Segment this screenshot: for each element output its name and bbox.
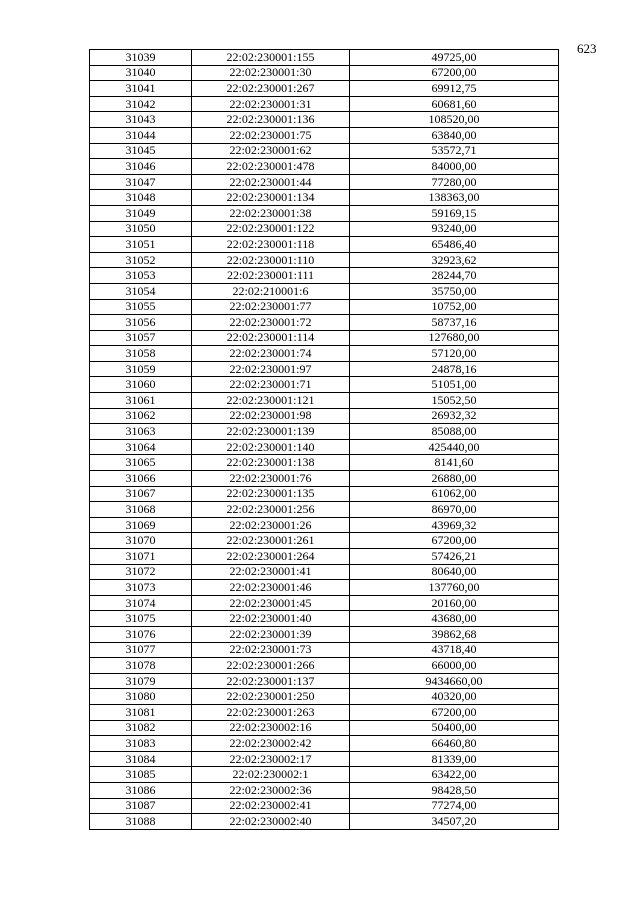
row-number-cell: 31087 [90, 798, 192, 814]
table-row [90, 720, 559, 736]
row-number-cell: 31074 [90, 595, 192, 611]
row-number-cell: 31084 [90, 751, 192, 767]
cadastral-number-cell: 22:02:230001:45 [192, 595, 350, 611]
value-cell: 66460,80 [350, 736, 559, 752]
table-row [90, 50, 559, 66]
value-cell: 39862,68 [350, 626, 559, 642]
cadastral-number-cell: 22:02:230001:256 [192, 502, 350, 518]
table-row [90, 159, 559, 175]
cadastral-number-cell: 22:02:230001:261 [192, 533, 350, 549]
row-number-cell: 31055 [90, 299, 192, 315]
cadastral-number-cell: 22:02:210001:6 [192, 283, 350, 299]
row-number-cell: 31066 [90, 471, 192, 487]
table-row [90, 736, 559, 752]
value-cell: 43969,32 [350, 517, 559, 533]
cadastral-number-cell: 22:02:230001:41 [192, 564, 350, 580]
row-number-cell: 31070 [90, 533, 192, 549]
cadastral-number-cell: 22:02:230001:39 [192, 626, 350, 642]
cadastral-number-cell: 22:02:230001:138 [192, 455, 350, 471]
row-number-cell: 31056 [90, 315, 192, 331]
table-row [90, 439, 559, 455]
cadastral-number-cell: 22:02:230002:16 [192, 720, 350, 736]
value-cell: 93240,00 [350, 221, 559, 237]
cadastral-number-cell: 22:02:230002:42 [192, 736, 350, 752]
value-cell: 35750,00 [350, 283, 559, 299]
cadastral-number-cell: 22:02:230001:98 [192, 408, 350, 424]
cadastral-number-cell: 22:02:230001:137 [192, 673, 350, 689]
cadastral-number-cell: 22:02:230001:136 [192, 112, 350, 128]
table-row [90, 564, 559, 580]
table-row [90, 81, 559, 97]
table-row [90, 393, 559, 409]
cadastral-number-cell: 22:02:230001:250 [192, 689, 350, 705]
row-number-cell: 31071 [90, 549, 192, 565]
value-cell: 138363,00 [350, 190, 559, 206]
value-cell: 60681,60 [350, 96, 559, 112]
cadastral-number-cell: 22:02:230001:122 [192, 221, 350, 237]
table-row [90, 704, 559, 720]
cadastral-number-cell: 22:02:230002:17 [192, 751, 350, 767]
table-row [90, 330, 559, 346]
table-row [90, 190, 559, 206]
value-cell: 43680,00 [350, 611, 559, 627]
table-row [90, 112, 559, 128]
row-number-cell: 31085 [90, 767, 192, 783]
row-number-cell: 31054 [90, 283, 192, 299]
value-cell: 67200,00 [350, 704, 559, 720]
cadastral-number-cell: 22:02:230001:111 [192, 268, 350, 284]
row-number-cell: 31045 [90, 143, 192, 159]
table-row [90, 455, 559, 471]
cadastral-number-cell: 22:02:230001:72 [192, 315, 350, 331]
cadastral-number-cell: 22:02:230001:30 [192, 65, 350, 81]
cadastral-number-cell: 22:02:230001:26 [192, 517, 350, 533]
row-number-cell: 31040 [90, 65, 192, 81]
cadastral-number-cell: 22:02:230001:77 [192, 299, 350, 315]
row-number-cell: 31051 [90, 237, 192, 253]
row-number-cell: 31063 [90, 424, 192, 440]
table-row [90, 642, 559, 658]
row-number-cell: 31059 [90, 361, 192, 377]
cadastral-number-cell: 22:02:230001:139 [192, 424, 350, 440]
cadastral-number-cell: 22:02:230001:31 [192, 96, 350, 112]
value-cell: 10752,00 [350, 299, 559, 315]
row-number-cell: 31042 [90, 96, 192, 112]
table-row [90, 127, 559, 143]
cadastral-number-cell: 22:02:230001:97 [192, 361, 350, 377]
value-cell: 80640,00 [350, 564, 559, 580]
value-cell: 85088,00 [350, 424, 559, 440]
value-cell: 26880,00 [350, 471, 559, 487]
value-cell: 67200,00 [350, 65, 559, 81]
row-number-cell: 31080 [90, 689, 192, 705]
table-row [90, 517, 559, 533]
table-row [90, 65, 559, 81]
value-cell: 53572,71 [350, 143, 559, 159]
row-number-cell: 31086 [90, 782, 192, 798]
table-row [90, 595, 559, 611]
row-number-cell: 31046 [90, 159, 192, 175]
cadastral-number-cell: 22:02:230001:76 [192, 471, 350, 487]
value-cell: 65486,40 [350, 237, 559, 253]
table-row [90, 611, 559, 627]
value-cell: 8141,60 [350, 455, 559, 471]
cadastral-number-cell: 22:02:230001:46 [192, 580, 350, 596]
value-cell: 137760,00 [350, 580, 559, 596]
row-number-cell: 31044 [90, 127, 192, 143]
row-number-cell: 31075 [90, 611, 192, 627]
value-cell: 57120,00 [350, 346, 559, 362]
table-row [90, 283, 559, 299]
row-number-cell: 31050 [90, 221, 192, 237]
cadastral-number-cell: 22:02:230001:75 [192, 127, 350, 143]
value-cell: 127680,00 [350, 330, 559, 346]
value-cell: 50400,00 [350, 720, 559, 736]
row-number-cell: 31047 [90, 174, 192, 190]
cadastral-number-cell: 22:02:230001:40 [192, 611, 350, 627]
value-cell: 15052,50 [350, 393, 559, 409]
cadastral-number-cell: 22:02:230002:1 [192, 767, 350, 783]
value-cell: 61062,00 [350, 486, 559, 502]
cadastral-number-cell: 22:02:230001:478 [192, 159, 350, 175]
table-row [90, 299, 559, 315]
table-row [90, 751, 559, 767]
value-cell: 66000,00 [350, 658, 559, 674]
value-cell: 40320,00 [350, 689, 559, 705]
row-number-cell: 31065 [90, 455, 192, 471]
value-cell: 26932,32 [350, 408, 559, 424]
value-cell: 77280,00 [350, 174, 559, 190]
value-cell: 81339,00 [350, 751, 559, 767]
value-cell: 49725,00 [350, 50, 559, 66]
table-row [90, 689, 559, 705]
cadastral-number-cell: 22:02:230001:118 [192, 237, 350, 253]
row-number-cell: 31058 [90, 346, 192, 362]
table-row [90, 315, 559, 331]
value-cell: 59169,15 [350, 205, 559, 221]
table-row [90, 252, 559, 268]
value-cell: 108520,00 [350, 112, 559, 128]
row-number-cell: 31081 [90, 704, 192, 720]
value-cell: 43718,40 [350, 642, 559, 658]
cadastral-number-cell: 22:02:230001:267 [192, 81, 350, 97]
value-cell: 84000,00 [350, 159, 559, 175]
cadastral-number-cell: 22:02:230001:114 [192, 330, 350, 346]
table-row [90, 408, 559, 424]
cadastral-number-cell: 22:02:230001:263 [192, 704, 350, 720]
row-number-cell: 31069 [90, 517, 192, 533]
value-cell: 20160,00 [350, 595, 559, 611]
value-cell: 77274,00 [350, 798, 559, 814]
cadastral-number-cell: 22:02:230001:38 [192, 205, 350, 221]
value-cell: 57426,21 [350, 549, 559, 565]
table-row [90, 782, 559, 798]
value-cell: 98428,50 [350, 782, 559, 798]
value-cell: 67200,00 [350, 533, 559, 549]
cadastral-number-cell: 22:02:230001:266 [192, 658, 350, 674]
row-number-cell: 31060 [90, 377, 192, 393]
cadastral-number-cell: 22:02:230001:74 [192, 346, 350, 362]
value-cell: 425440,00 [350, 439, 559, 455]
row-number-cell: 31052 [90, 252, 192, 268]
row-number-cell: 31062 [90, 408, 192, 424]
row-number-cell: 31082 [90, 720, 192, 736]
cadastral-number-cell: 22:02:230002:40 [192, 814, 350, 830]
cadastral-number-cell: 22:02:230001:135 [192, 486, 350, 502]
cadastral-number-cell: 22:02:230001:110 [192, 252, 350, 268]
row-number-cell: 31053 [90, 268, 192, 284]
row-number-cell: 31041 [90, 81, 192, 97]
row-number-cell: 31057 [90, 330, 192, 346]
row-number-cell: 31077 [90, 642, 192, 658]
row-number-cell: 31068 [90, 502, 192, 518]
row-number-cell: 31088 [90, 814, 192, 830]
value-cell: 69912,75 [350, 81, 559, 97]
table-row [90, 205, 559, 221]
value-cell: 28244,70 [350, 268, 559, 284]
table-row [90, 143, 559, 159]
table-row [90, 377, 559, 393]
row-number-cell: 31049 [90, 205, 192, 221]
table-row [90, 798, 559, 814]
row-number-cell: 31061 [90, 393, 192, 409]
cadastral-number-cell: 22:02:230001:134 [192, 190, 350, 206]
table-row [90, 626, 559, 642]
value-cell: 58737,16 [350, 315, 559, 331]
registry-table [89, 49, 559, 830]
table-row [90, 486, 559, 502]
value-cell: 51051,00 [350, 377, 559, 393]
table-row [90, 346, 559, 362]
table-row [90, 221, 559, 237]
cadastral-number-cell: 22:02:230001:264 [192, 549, 350, 565]
table-row [90, 502, 559, 518]
value-cell: 63422,00 [350, 767, 559, 783]
cadastral-number-cell: 22:02:230001:155 [192, 50, 350, 66]
value-cell: 63840,00 [350, 127, 559, 143]
value-cell: 86970,00 [350, 502, 559, 518]
row-number-cell: 31072 [90, 564, 192, 580]
table-row [90, 549, 559, 565]
cadastral-number-cell: 22:02:230001:73 [192, 642, 350, 658]
table-row [90, 174, 559, 190]
cadastral-number-cell: 22:02:230001:140 [192, 439, 350, 455]
cadastral-number-cell: 22:02:230001:71 [192, 377, 350, 393]
value-cell: 9434660,00 [350, 673, 559, 689]
row-number-cell: 31048 [90, 190, 192, 206]
row-number-cell: 31073 [90, 580, 192, 596]
table-row [90, 673, 559, 689]
value-cell: 32923,62 [350, 252, 559, 268]
table-row [90, 814, 559, 830]
table-row [90, 533, 559, 549]
table-row [90, 424, 559, 440]
table-row [90, 268, 559, 284]
row-number-cell: 31064 [90, 439, 192, 455]
page-number: 623 [577, 41, 597, 56]
table-row [90, 237, 559, 253]
table-row [90, 361, 559, 377]
cadastral-number-cell: 22:02:230001:44 [192, 174, 350, 190]
row-number-cell: 31039 [90, 50, 192, 66]
value-cell: 24878,16 [350, 361, 559, 377]
row-number-cell: 31076 [90, 626, 192, 642]
cadastral-number-cell: 22:02:230002:41 [192, 798, 350, 814]
row-number-cell: 31078 [90, 658, 192, 674]
table-row [90, 658, 559, 674]
table-row [90, 767, 559, 783]
table-row [90, 580, 559, 596]
cadastral-number-cell: 22:02:230002:36 [192, 782, 350, 798]
row-number-cell: 31043 [90, 112, 192, 128]
value-cell: 34507,20 [350, 814, 559, 830]
cadastral-number-cell: 22:02:230001:121 [192, 393, 350, 409]
registry-table-body [90, 50, 559, 830]
cadastral-number-cell: 22:02:230001:62 [192, 143, 350, 159]
row-number-cell: 31067 [90, 486, 192, 502]
table-row [90, 96, 559, 112]
row-number-cell: 31083 [90, 736, 192, 752]
row-number-cell: 31079 [90, 673, 192, 689]
table-row [90, 471, 559, 487]
